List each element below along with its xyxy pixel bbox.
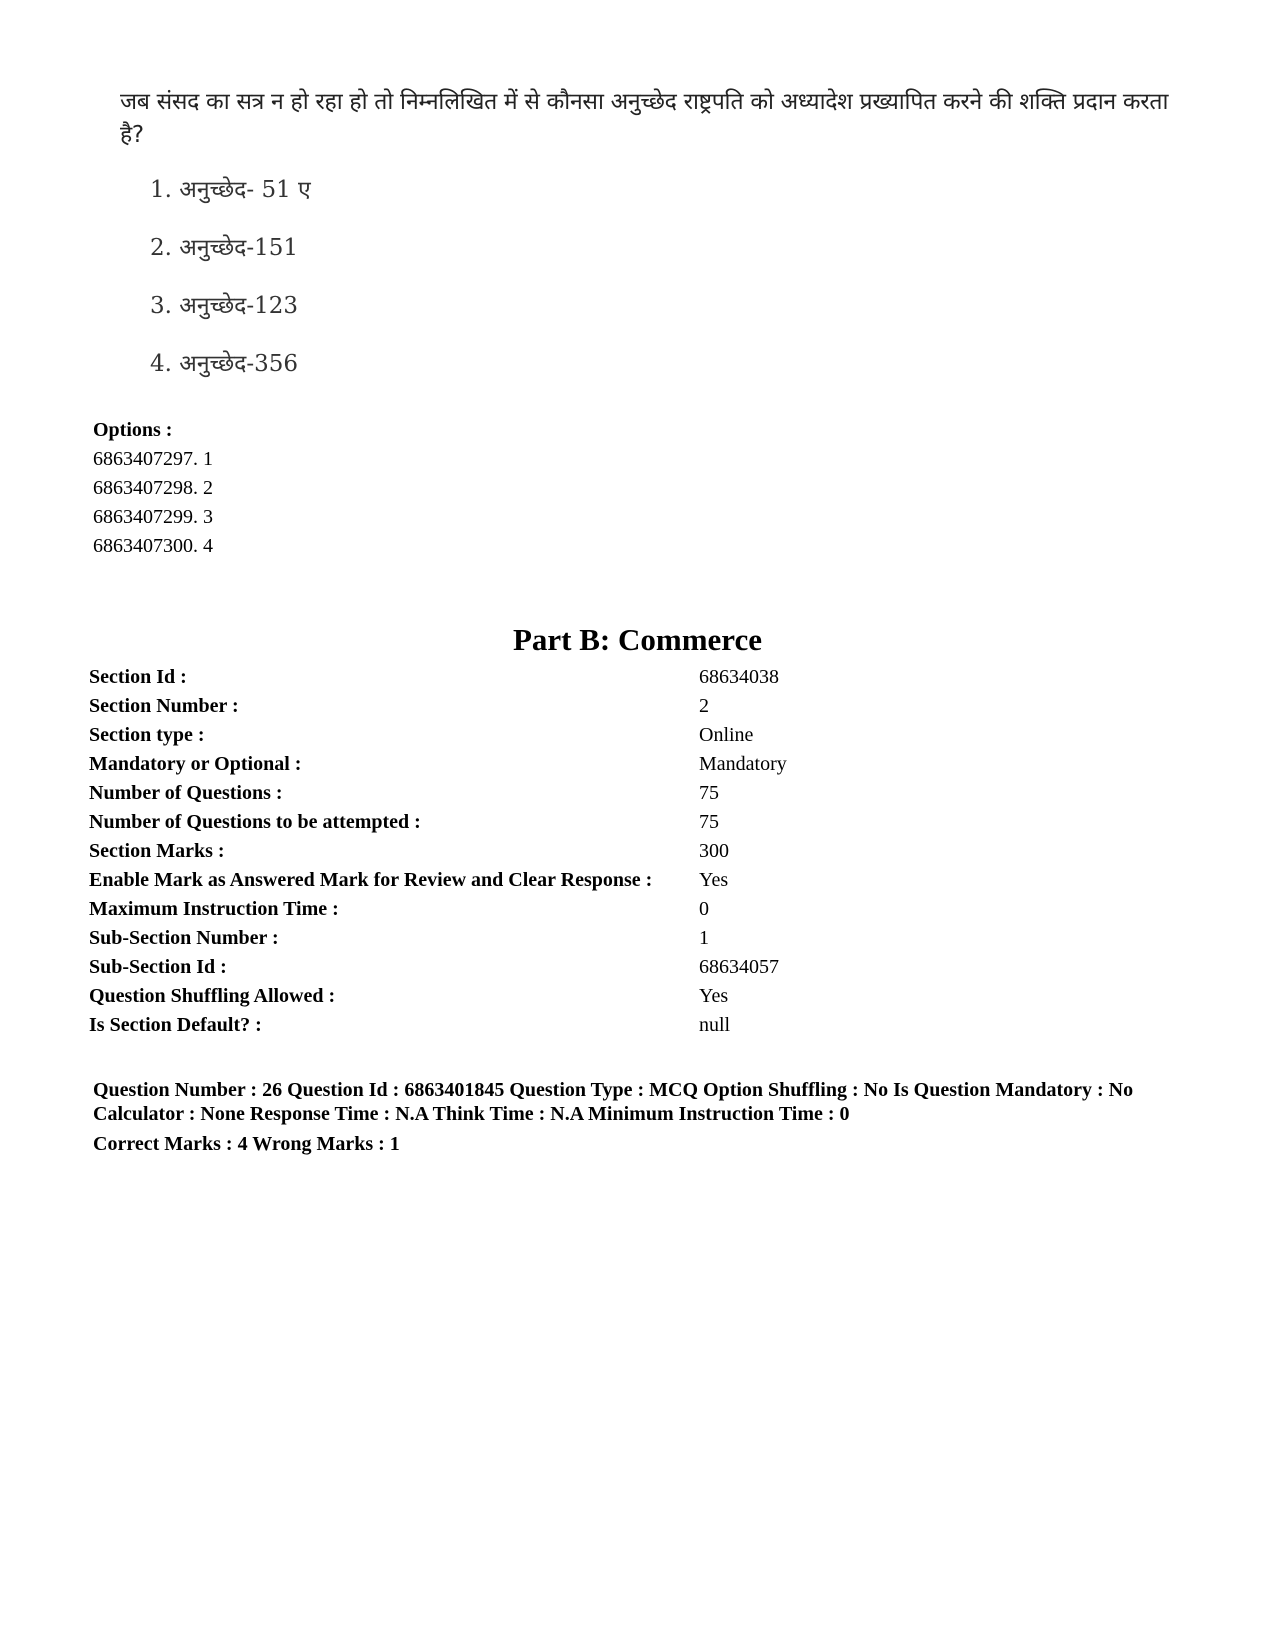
table-row	[89, 895, 787, 924]
option-item: 6863407297. 1	[93, 448, 213, 470]
row-key: Number of Questions to be attempted :	[89, 811, 421, 833]
row-value: Yes	[699, 869, 729, 891]
table-row	[89, 692, 787, 721]
choice-item: 3. अनुच्छेद-123	[150, 293, 299, 319]
table-row	[89, 808, 787, 837]
row-key: Is Section Default? :	[89, 1014, 262, 1036]
part-title: Part B: Commerce	[512, 622, 763, 657]
row-key: Maximum Instruction Time :	[89, 898, 339, 920]
row-key: Number of Questions :	[89, 782, 283, 804]
row-key: Section Id :	[89, 666, 187, 688]
row-value: Mandatory	[699, 753, 787, 775]
row-key: Sub-Section Number :	[89, 927, 279, 949]
option-item: 6863407299. 3	[93, 506, 213, 528]
choice-item: 1. अनुच्छेद- 51 ए	[150, 177, 311, 203]
question-block	[120, 86, 1170, 377]
row-key: Enable Mark as Answered Mark for Review and Clear Response :	[89, 869, 653, 891]
row-value: 2	[699, 695, 709, 717]
row-key: Section type :	[89, 724, 205, 746]
row-value: 300	[699, 840, 729, 862]
row-value: null	[699, 1014, 731, 1036]
option-item: 6863407298. 2	[93, 477, 213, 499]
row-key: Section Marks :	[89, 840, 225, 862]
row-key: Mandatory or Optional :	[89, 753, 302, 775]
table-row	[89, 866, 787, 895]
table-row	[89, 924, 787, 953]
row-value: 75	[699, 811, 719, 833]
table-row	[89, 750, 787, 779]
row-value: 68634057	[699, 956, 779, 978]
table-row	[89, 779, 787, 808]
choice-item: 4. अनुच्छेद-356	[150, 351, 299, 377]
row-value: 1	[699, 927, 709, 949]
section-details-table	[89, 663, 787, 1040]
table-row	[89, 837, 787, 866]
table-row	[89, 663, 787, 692]
option-item: 6863407300. 4	[93, 535, 213, 557]
question-meta: Question Number : 26 Question Id : 6863401845 Question Type : MCQ Option Shuffling : No Is Question Mandatory : No Calculator : None Response Time : N.A Think Time : N.A Minimum Instruction Time : 0	[93, 1079, 1134, 1125]
row-value: 68634038	[699, 666, 779, 688]
question-marks: Correct Marks : 4 Wrong Marks : 1	[93, 1133, 400, 1155]
row-key: Sub-Section Id :	[89, 956, 227, 978]
question-choices	[150, 178, 311, 410]
options-label: Options :	[93, 419, 173, 441]
question-text: जब संसद का सत्र न हो रहा हो तो निम्नलिखित में से कौनसा अनुच्छेद राष्ट्रपति को अध्यादेश प्रख्यापित करने की शक्ति प्रदान करता है?	[120, 89, 1169, 148]
row-key: Question Shuffling Allowed :	[89, 985, 336, 1007]
table-row	[89, 721, 787, 750]
row-value: Online	[699, 724, 754, 746]
table-row	[89, 1011, 787, 1040]
row-key: Section Number :	[89, 695, 239, 717]
table-row	[89, 953, 787, 982]
table-row	[89, 982, 787, 1011]
row-value: 75	[699, 782, 719, 804]
row-value: 0	[699, 898, 709, 920]
row-value: Yes	[699, 985, 729, 1007]
options-list	[93, 416, 213, 561]
choice-item: 2. अनुच्छेद-151	[150, 235, 299, 261]
